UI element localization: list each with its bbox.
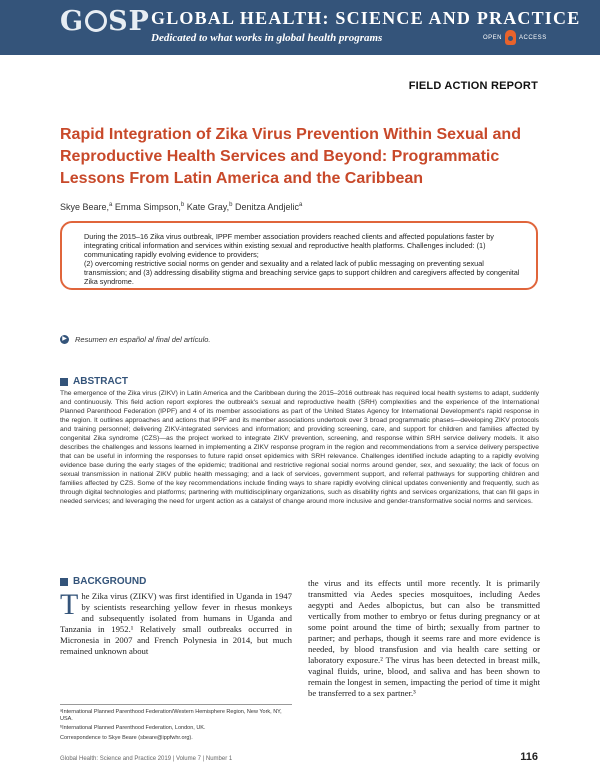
journal-citation: Global Health: Science and Practice 2019 | Volume 7 | Number 1 [60,756,233,762]
author-name[interactable]: Emma Simpson, [114,202,181,212]
correspondence-footnote[interactable]: Correspondence to Skye Beare (sbeare@ippfwhr.org). [60,734,193,741]
journal-tagline: Dedicated to what works in global health programs [151,32,383,44]
author-name[interactable]: Denitza Andjelic [235,202,300,212]
author-name[interactable]: Skye Beare, [60,202,110,212]
abstract-heading: ABSTRACT [60,376,128,387]
ghsp-logo: G SP [60,6,150,37]
arrow-right-icon: ▶ [60,335,69,344]
journal-header [0,0,600,55]
open-access-badge: OPEN ACCESS [483,30,547,45]
background-heading: BACKGROUND [60,576,146,587]
abstract-text: The emergence of the Zika virus (ZIKV) in Latin America and the Caribbean during the 2015–2016 outbreak has required local health systems to adapt, suddenly and continuously. This field action report explores the outbreak's sexual and reproductive health (SRH) complexities and the experience of the International Planned Parenthood Federation (IPPF) and 4 of its member associations as part of the United States Agency for International Development's rapid response in the region. It outlines approaches and actions that IPPF and its member associations undertook over 3 broad programmatic phases—developing ZIKV protocols and training personnel; delivering ZIKV-integrated services and information; and providing screening, care, and support for children and families affected by congenital Zika syndrome (CZS)—as the project worked to integrate ZIKV prevention, screening, and response within SRH service delivery models. It also describes the challenges and lessons learned in implementing a ZIKV response program in the region and recommendations from a service delivery perspective that can be useful in informing the responses to future rapid onset epidemics with SRH relevance. Challenges identified include adapting to a rapidly evolving evidence base during the early stages of the epidemic; traditional and restrictive regional social norms around gender, sex, and sexuality; the lack of focus on sexual transmission in national ZIKV public health messaging; and a lack of services, government support, and referral pathways for supporting children and families affected by CZS. Some of the key recommendations include finding ways to share rapidly evolving clinical updates conveniently and frequently, such as through digital technologies and platforms; partnering with multidisciplinary organizations, such as disability rights and services organizations, that can fill gaps in needed services; and leveraging the need for urgent action as a catalyst of change around more inclusive and gender-transformative social norms and services. [60,390,539,505]
drop-cap: T [60,588,79,621]
summary-line: During the 2015–16 Zika virus outbreak, IPPF member association providers reached clients and affected populations faster by integrating critical information and services within existing sexual and reproductive health platforms. Challenges included: (1) communicating rapidly evolving evidence to providers; [84,232,494,259]
footnote: ᵇInternational Planned Parenthood Federation, London, UK. [60,725,206,732]
spanish-summary-link[interactable]: ▶ Resumen en español al final del artículo. [60,335,211,344]
open-access-lock-icon [505,30,516,45]
author-name[interactable]: Kate Gray, [186,202,230,212]
journal-title: GLOBAL HEALTH: SCIENCE AND PRACTICE [151,8,581,28]
page-number: 116 [520,751,538,763]
background-right-column: the virus and its effects until more recently. It is primarily transmitted via Aedes species mosquitoes, including Aedes aegypti and Aedes albopictus, but can also be transmitted vertically from mother to embryo or fetus during pregnancy or at some point around the time of birth; sexually from partner to partner; and perhaps, though it seems rare and more evidence is needed, by blood transfusion and via health care setting or laboratory exposure.² The virus has been detected in breast milk, vaginal fluids, urine, blood, and saliva and has been shown to remain the longest in semen, impacting the period of time it might be transferred to a sex partner.³ [308,578,540,698]
affiliation-footnotes [60,704,292,744]
logo-ring-icon [85,10,107,32]
report-type: FIELD ACTION REPORT [408,80,538,92]
article-title: Rapid Integration of Zika Virus Prevention Within Sexual and Reproductive Health Services and Beyond: Programmatic Lessons From Latin America and the Caribbean [60,126,521,187]
square-bullet-icon [60,378,68,386]
square-bullet-icon [60,578,68,586]
background-left-column: The Zika virus (ZIKV) was first identified in Uganda in 1947 by scientists researching yellow fever in rhesus monkeys and subsequently isolated from humans in Uganda and Tanzania in 1952.¹ Relatively small outbreaks occurred in Micronesia in 2007 and French Polynesia in 2014, but much remained unknown about [60,588,292,656]
summary-line: (2) overcoming restrictive social norms on gender and sexuality and a related lack of public messaging on preventing sexual transmission; and (3) addressing disability stigma and breaching service gaps to support children and caregivers affected by congenital Zika syndrome. [84,259,520,286]
footnote: ᵃInternational Planned Parenthood Federation/Western Hemisphere Region, New York, NY, USA. [60,709,282,723]
key-messages-box [60,221,538,290]
author-list: Skye Beare,$^a$ Emma Simpson,$^b$ Kate Gray,$^b$ Denitza Andjelic$^a$ [60,202,303,212]
